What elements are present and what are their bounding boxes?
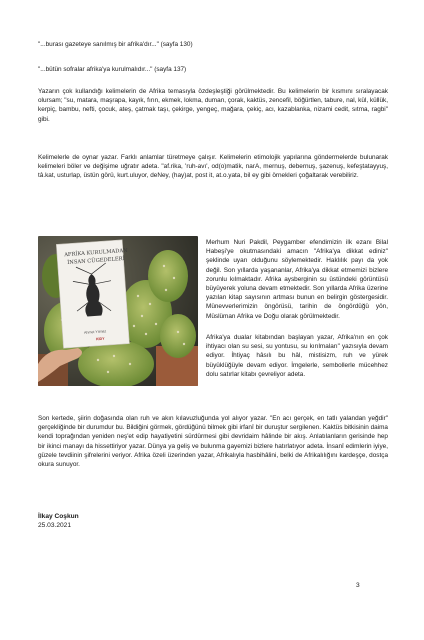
page-number: 3	[356, 582, 360, 589]
quote-1: "...burası gazeteye sanılmış bir afrika'dır..." (sayfa 130)	[38, 41, 193, 48]
paragraph-conclusion: Son kertede, şiirin doğasında olan ruh ve akın kılavuzluğunda yol alıyor yazar. "En acı gerçek, en tatlı yalandan yeğdir" gerçekliğinde bir durumdur bu. Bildiğini görmek, gördüğünü bilmek gibi irfanî bir duruştur sergilenen. Kaktüs bitkisinin daima kendi toprağından yeniden neş'et edip hayatiyetini sürdürmesi gibi devridaim hâlinde bir akış. Anlatılanların gerisinde hep bir ikinci manayı da hissettiriyor yazar. Dünya ya geliş ve bulunma gayemizi bizlere hatırlatıyor adeta. İnsanî edimlerin iyiye, güzele tevdiinin şifrelerini veriyor. Afrika özeli üzerinden yazar, Afrikalıyla hasbihâlini, belki de Afrikalılığını kardeşçe, dostça okura sunuyor.	[38, 415, 388, 469]
author-name: İlkay Coşkun	[38, 513, 79, 520]
book-title-line-2: İNSAN CÜGEDELERİ	[67, 256, 125, 266]
paragraph-word-list: Yazarın çok kullandığı kelimelerin de Afrika temasıyla özdeşleştiği görülmektedir. Bu kelimelerin bir kısmını sıralayacak olursam; "su, matara, maşrapa, kayık, fırın, ekmek, lokma, duman, çorak, kaktüs, zencefil, böğürtlen, tabure, nal, kül, küllük, kerpiç, bambu, nefti, çocuk, ateş, çatmak taşı, çekirge, yengeç, mağara, çekiç, acı, kazablanka, nizami cedit, sıtma, ragbi" gibi.	[38, 88, 388, 123]
quote-2: "...bütün sofralar afrika'ya kurulmalıdır..." (sayfa 137)	[38, 66, 187, 73]
paragraph-afrika-dualar: Afrika'ya dualar kitabından başlayan yazar, Afrika'nın en çok ihtiyacı olan su sesi, su yontusu, su kırılmaları" yazısıyla devam ediyor. İhtiyaç hâsılı bu hâl, mistisizm, ruh ve yürek büyüklüğüyle devam ediyor. İmgelerle, sembollerle mücehhez dolu satırlar kitabı çevreliyor adeta.	[206, 334, 388, 378]
book-title-line-1: AFRİKA KURULMADAN	[64, 247, 128, 259]
paragraph-nuri-pakdil: Merhum Nuri Pakdil, Peygamber efendimizin ilk ezanı Bilal Habeşi'ye okutmasındaki amacın "Afrika'ya dikkat ediniz" şeklinde uyarı olduğunu söylemektedir. Haklılık payı da yok değil. Son yıllarda yaşananlar, Afrika'ya dikkat etmemizi bizlere zorunlu kılmaktadır. Afrika aysberginin su üstündeki görüntüsü büyüyerek yoluna devam etmektedir. Son yıllarda Afrika üzerine yazılan kitap sayısının artması bunun en belirgin göstergesidir. Münevverlerimizin öngörüsü, tarihin de öngördüğü yön, Müslüman Afrika ve Doğu olarak görülmektedir.	[206, 239, 388, 320]
book-cactus-photo	[38, 236, 198, 386]
publication-date: 25.03.2021	[38, 522, 72, 529]
book-author: Ahmet Yılmaz	[83, 329, 107, 335]
book-publisher-logo: KIDY	[95, 336, 105, 342]
paragraph-wordplay: Kelimelerle de oynar yazar. Farklı anlamlar türetmeye çalışır. Kelimelerin etimolojik yapılarına göndermelerde bulunarak kelimeleri böler ve değişime uğratır adeta. "af.rika, 'ruh-avı', od(o)matik, narA, mernuş, debernuş, şazenuş, kefeştatayyuş, tâ.kat, usturlap, üstün görü, kurt.uluyor, deNey, (hay)at, post it, at.o.yata, bil ey gibi örnekleri çoğaltarak verebiliriz.	[38, 154, 388, 180]
